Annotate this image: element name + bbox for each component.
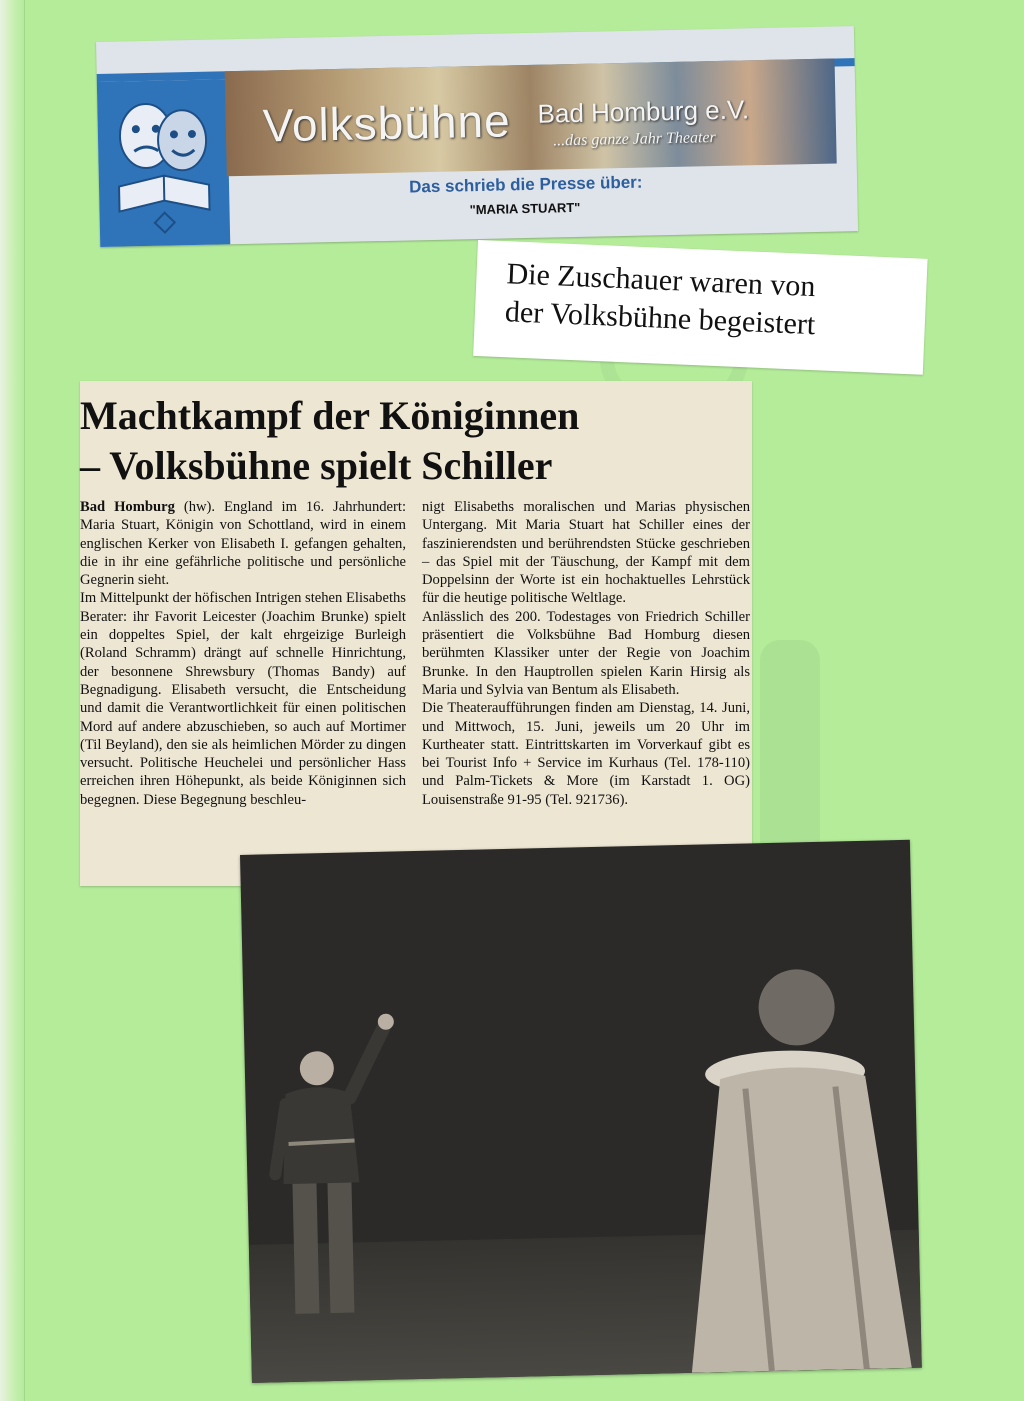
banner-tagline: ...das ganze Jahr Theater: [552, 129, 716, 150]
theater-masks-logo: [97, 79, 230, 247]
page-edge: [0, 0, 25, 1401]
article-text: (hw). England im 16. Jahrhundert: Maria Stuart, Königin von Schottland, wird in einem englischen Kerker von Elisabeth I. gefangen gehalten, die in ihr eine gefährliche politische und persönliche Gegnerin sieht.: [80, 499, 407, 589]
headline-line-2: der Volksbühne begeistert: [504, 295, 816, 342]
theater-masks-icon: [97, 79, 230, 247]
article-paragraph: [80, 498, 406, 589]
article-headline: [80, 391, 752, 491]
headline-line-1: Die Zuschauer waren von: [505, 257, 817, 304]
article-headline-line-1: Machtkampf der Königinnen: [80, 393, 580, 438]
article-column-left: [80, 498, 406, 809]
article-paragraph: Im Mittelpunkt der höfischen Intrigen stehen Elisabeths Berater: ihr Favorit Leicester (Joachim Brunke) spielt ein doppeltes Spiel, der kalt ehrgeizige Burleigh (Roland Schramm) drängt auf schnelle Hinrichtung, der besonnene Shrewsbury (Thomas Bandy) auf Begnadigung. Elisabeth versucht, die Entscheidung und damit die Verantwortlichkeit für einen politischen Mord auf andere abzuschieben, so auch auf Mortimer (Til Beyland), den sie als heimlichen Mörder zu dingen versucht. Politische Heuchelei und persönlicher Hass erreichen ihren Höhepunkt, als beide Königinnen sich begegnen. Diese Begegnung beschleu-: [80, 590, 406, 808]
play-title: "MARIA STUART": [469, 199, 581, 218]
article-column-right: [422, 498, 750, 809]
article-dateline: Bad Homburg: [80, 499, 175, 515]
press-heading: Das schrieb die Presse über:: [408, 172, 643, 197]
article-headline-line-2: – Volksbühne spielt Schiller: [80, 443, 553, 488]
volksbuehne-banner: [96, 26, 858, 247]
banner-title: Volksbühne: [262, 94, 512, 152]
article-paragraph: Die Theateraufführungen finden am Dienstag, 14. Juni, und Mittwoch, 15. Juni, jeweils um 20 Uhr im Kurtheater statt. Eintrittskarten im Vorverkauf gibt es bei Tourist Info + Service im Kurhaus (Tel. 178-110) und Palm-Tickets & More (im Karstadt 1. OG) Louisenstraße 91-95 (Tel. 921736).: [422, 700, 750, 808]
banner-city: Bad Homburg e.V.: [537, 94, 750, 129]
headline-clipping: [473, 240, 927, 375]
article-paragraph: Anlässlich des 200. Todestages von Friedrich Schiller präsentiert die Volksbühne Bad Homburg diesen berühmten Klassiker unter der Regie von Joachim Brunke. In den Hauptrollen spielen Karin Hirsig als Maria und Sylvia van Bentum als Elisabeth.: [422, 608, 750, 698]
article-paragraph: nigt Elisabeths moralischen und Marias physischen Untergang. Mit Maria Stuart hat Schiller eines der faszinierendsten und berührendsten Stücke geschrieben – das Spiel mit der Täuschung, der Kampf mit dem Doppelsinn der Worte ist ein hochaktuelles Lehrstück für die heutige politische Weltlage.: [422, 499, 750, 607]
newspaper-article: [80, 381, 752, 886]
actors-silhouette: [240, 840, 922, 1383]
stage-photo: [240, 840, 922, 1383]
